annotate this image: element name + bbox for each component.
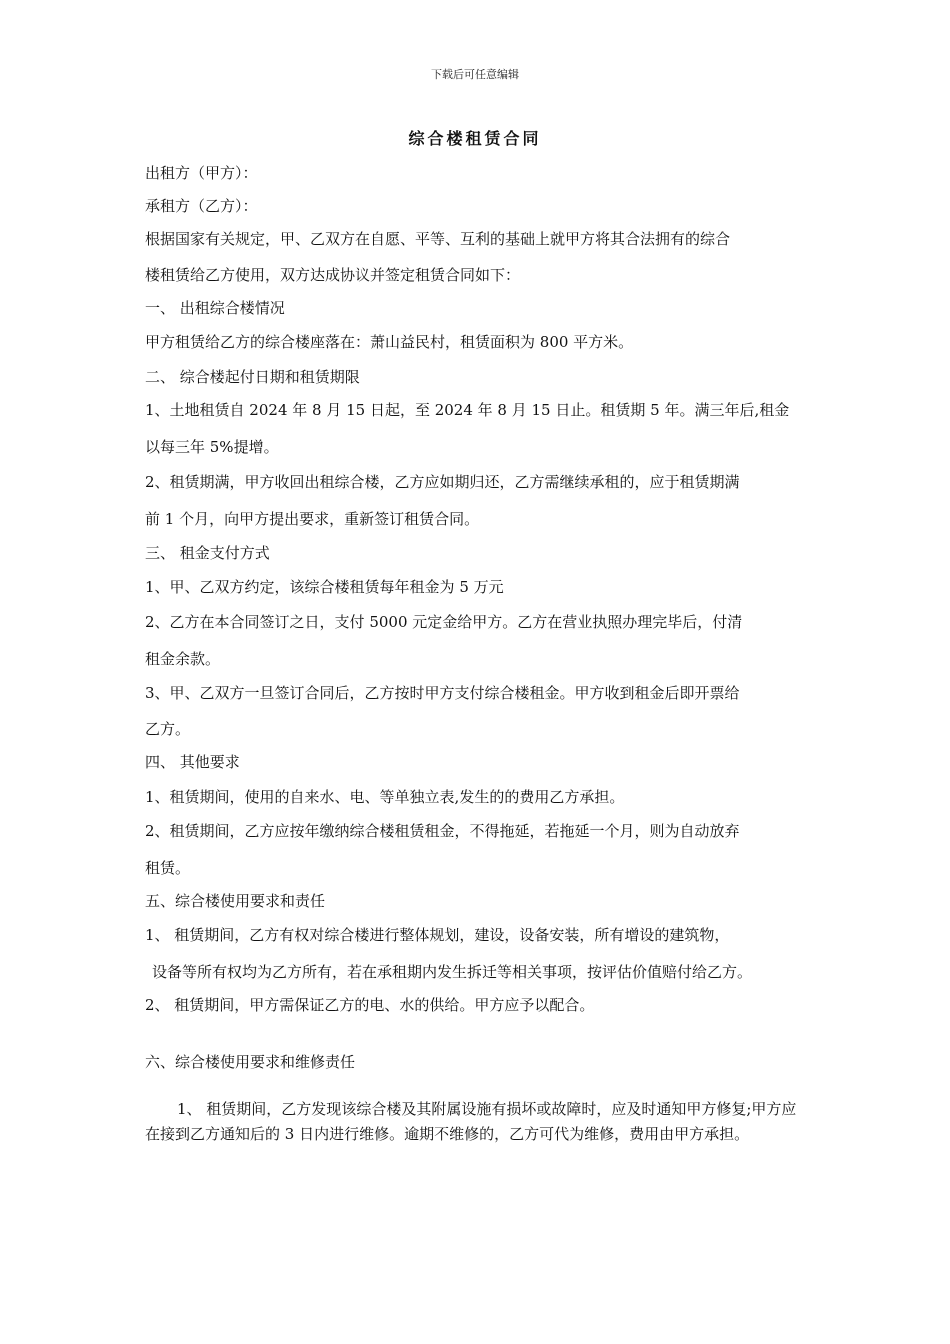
- section-4-paragraph-2-line-2: 租赁。: [145, 859, 191, 877]
- section-6-heading: 六、综合楼使用要求和维修责任: [145, 1053, 356, 1071]
- section-5-paragraph-2: 2、 租赁期间，甲方需保证乙方的电、水的供给。甲方应予以配合。: [145, 996, 595, 1014]
- section-1-paragraph-1: 甲方租赁给乙方的综合楼座落在：萧山益民村，租赁面积为 800 平方米。: [145, 333, 634, 351]
- section-3-paragraph-3-line-2: 乙方。: [145, 720, 191, 738]
- section-1-heading: 一、 出租综合楼情况: [145, 299, 285, 317]
- section-3-paragraph-2-line-1: 2、乙方在本合同签订之日，支付 5000 元定金给甲方。乙方在营业执照办理完毕后，付清: [145, 613, 743, 631]
- section-4-paragraph-2-line-1: 2、租赁期间，乙方应按年缴纳综合楼租赁租金，不得拖延，若拖延一个月，则为自动放弃: [145, 822, 740, 840]
- lessee-line: 承租方（乙方）：: [145, 197, 258, 215]
- section-5-paragraph-1-line-1: 1、 租赁期间，乙方有权对综合楼进行整体规划，建设，设备安装，所有增设的建筑物，: [145, 926, 730, 944]
- section-4-paragraph-1: 1、租赁期间，使用的自来水、电、等单独立表,发生的的费用乙方承担。: [145, 788, 625, 806]
- section-5-heading: 五、综合楼使用要求和责任: [145, 892, 326, 910]
- section-3-heading: 三、 租金支付方式: [145, 544, 270, 562]
- section-5-paragraph-1-line-2: 设备等所有权均为乙方所有，若在承租期内发生拆迁等相关事项，按评估价值赔付给乙方。: [152, 963, 753, 981]
- section-3-paragraph-3-line-1: 3、甲、乙双方一旦签订合同后，乙方按时甲方支付综合楼租金。甲方收到租金后即开票给: [145, 684, 740, 702]
- section-3-paragraph-1: 1、甲、乙双方约定，该综合楼租赁每年租金为 5 万元: [145, 578, 504, 596]
- section-2-paragraph-1-line-2: 以每三年 5%提增。: [145, 438, 279, 456]
- section-3-paragraph-2-line-2: 租金余款。: [145, 650, 221, 668]
- section-6-paragraph-1: 1、 租赁期间，乙方发现该综合楼及其附属设施有损坏或故障时，应及时通知甲方修复;甲方应在接到乙方通知后的 3 日内进行维修。逾期不维修的，乙方可代为维修，费用由甲方承担。: [145, 1100, 797, 1143]
- document-title: 综合楼租赁合同: [408, 129, 542, 148]
- preamble-line-2: 楼租赁给乙方使用，双方达成协议并签定租赁合同如下：: [145, 266, 521, 284]
- header-note: 下载后可任意编辑: [431, 68, 519, 81]
- section-2-paragraph-1-line-1: 1、土地租赁自 2024 年 8 月 15 日起，至 2024 年 8 月 15 日止。租赁期 5 年。满三年后,租金: [145, 401, 790, 419]
- section-4-heading: 四、 其他要求: [145, 753, 240, 771]
- section-2-heading: 二、 综合楼起付日期和租赁期限: [145, 368, 360, 386]
- section-2-paragraph-2-line-1: 2、租赁期满，甲方收回出租综合楼，乙方应如期归还，乙方需继续承租的，应于租赁期满: [145, 473, 740, 491]
- preamble-line-1: 根据国家有关规定，甲、乙双方在自愿、平等、互利的基础上就甲方将其合法拥有的综合: [145, 230, 731, 248]
- lessor-line: 出租方（甲方）：: [145, 164, 258, 182]
- section-2-paragraph-2-line-2: 前 1 个月，向甲方提出要求，重新签订租赁合同。: [145, 510, 480, 528]
